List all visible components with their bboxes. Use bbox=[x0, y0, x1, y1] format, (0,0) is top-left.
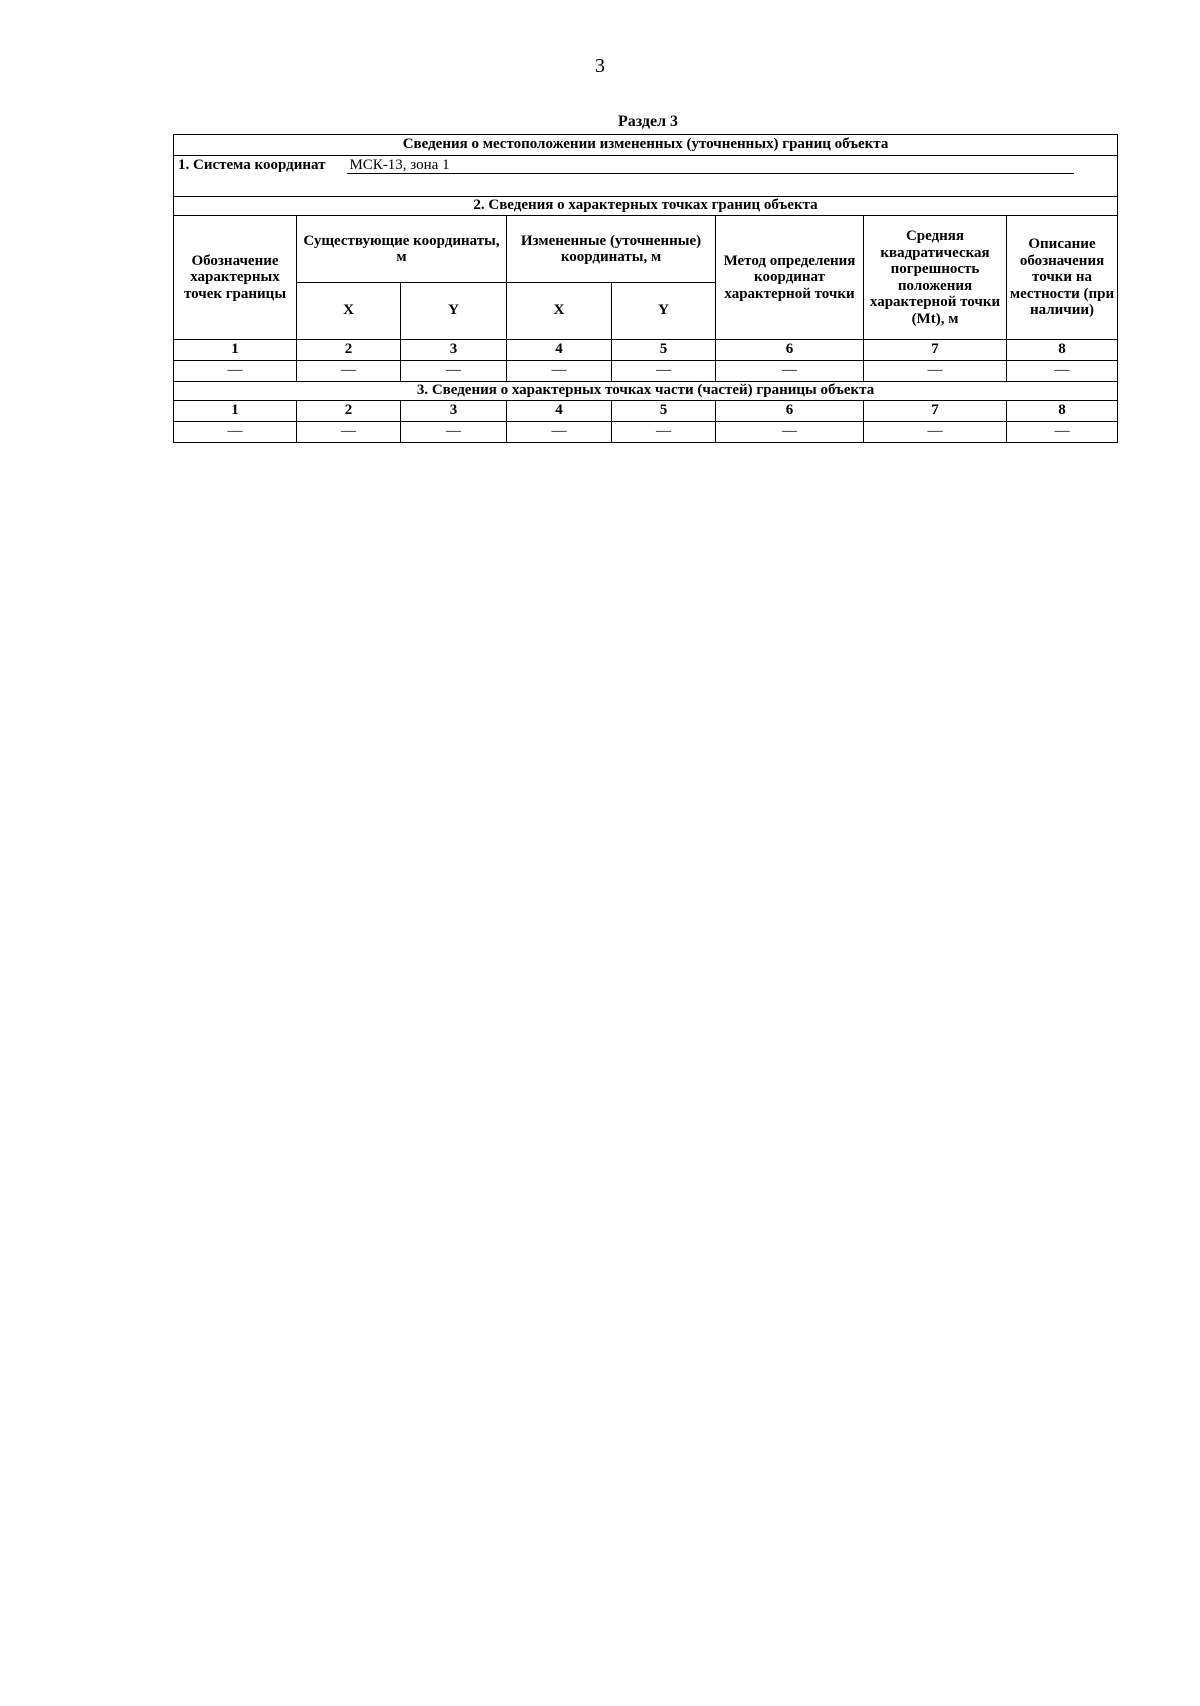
column-number: 5 bbox=[612, 340, 716, 361]
table-cell: — bbox=[716, 422, 864, 443]
table-cell: — bbox=[174, 361, 297, 382]
table-cell: — bbox=[401, 422, 507, 443]
column-number: 8 bbox=[1007, 340, 1118, 361]
column-number: 4 bbox=[507, 401, 612, 422]
column-number: 2 bbox=[297, 340, 401, 361]
column-number: 4 bbox=[507, 340, 612, 361]
table-cell: — bbox=[1007, 422, 1118, 443]
column-number: 8 bbox=[1007, 401, 1118, 422]
page-number: 3 bbox=[595, 55, 605, 77]
table-cell: — bbox=[1007, 361, 1118, 382]
column-number: 2 bbox=[297, 401, 401, 422]
header-changed-coords: Измененные (уточненные) координаты, м bbox=[507, 216, 716, 283]
column-numbers-row bbox=[174, 340, 1118, 361]
header-method: Метод определения координат характерной точки bbox=[716, 216, 864, 340]
column-number: 6 bbox=[716, 401, 864, 422]
header-error: Средняя квадратическая погрешность положения характерной точки (Mt), м bbox=[864, 216, 1007, 340]
coord-system-row bbox=[174, 156, 1118, 177]
header-existing-coords: Существующие координаты, м bbox=[297, 216, 507, 283]
points-section-title: 2. Сведения о характерных точках границ объекта bbox=[174, 197, 1118, 216]
column-numbers-row bbox=[174, 401, 1118, 422]
header-existing-y: Y bbox=[401, 283, 507, 340]
table-cell: — bbox=[612, 422, 716, 443]
column-number: 6 bbox=[716, 340, 864, 361]
table-cell: — bbox=[716, 361, 864, 382]
table-cell: — bbox=[612, 361, 716, 382]
column-number: 3 bbox=[401, 340, 507, 361]
table-cell: — bbox=[864, 422, 1007, 443]
header-changed-x: X bbox=[507, 283, 612, 340]
table-cell: — bbox=[507, 422, 612, 443]
table-cell: — bbox=[401, 361, 507, 382]
coord-system-value: МСК-13, зона 1 bbox=[347, 158, 1074, 175]
column-number: 1 bbox=[174, 401, 297, 422]
table-title: Сведения о местоположении измененных (уточненных) границ объекта bbox=[174, 135, 1118, 156]
coord-system-label: 1. Система координат bbox=[178, 156, 326, 173]
header-changed-y: Y bbox=[612, 283, 716, 340]
section-title: Раздел 3 bbox=[617, 113, 679, 130]
column-number: 5 bbox=[612, 401, 716, 422]
table-cell: — bbox=[507, 361, 612, 382]
header-existing-x: X bbox=[297, 283, 401, 340]
header-description: Описание обозначения точки на местности (при наличии) bbox=[1007, 216, 1118, 340]
table-cell: — bbox=[174, 422, 297, 443]
parts-section-title: 3. Сведения о характерных точках части (частей) границы объекта bbox=[174, 382, 1118, 401]
column-number: 1 bbox=[174, 340, 297, 361]
column-number: 7 bbox=[864, 401, 1007, 422]
header-designation: Обозначение характерных точек границы bbox=[174, 216, 297, 340]
table-cell: — bbox=[297, 361, 401, 382]
coord-system-blank-row bbox=[174, 176, 1118, 197]
column-number: 7 bbox=[864, 340, 1007, 361]
table-row bbox=[174, 361, 1118, 382]
table-cell: — bbox=[297, 422, 401, 443]
table-row bbox=[174, 422, 1118, 443]
column-number: 3 bbox=[401, 401, 507, 422]
table-cell: — bbox=[864, 361, 1007, 382]
boundary-info-table bbox=[173, 134, 1118, 443]
